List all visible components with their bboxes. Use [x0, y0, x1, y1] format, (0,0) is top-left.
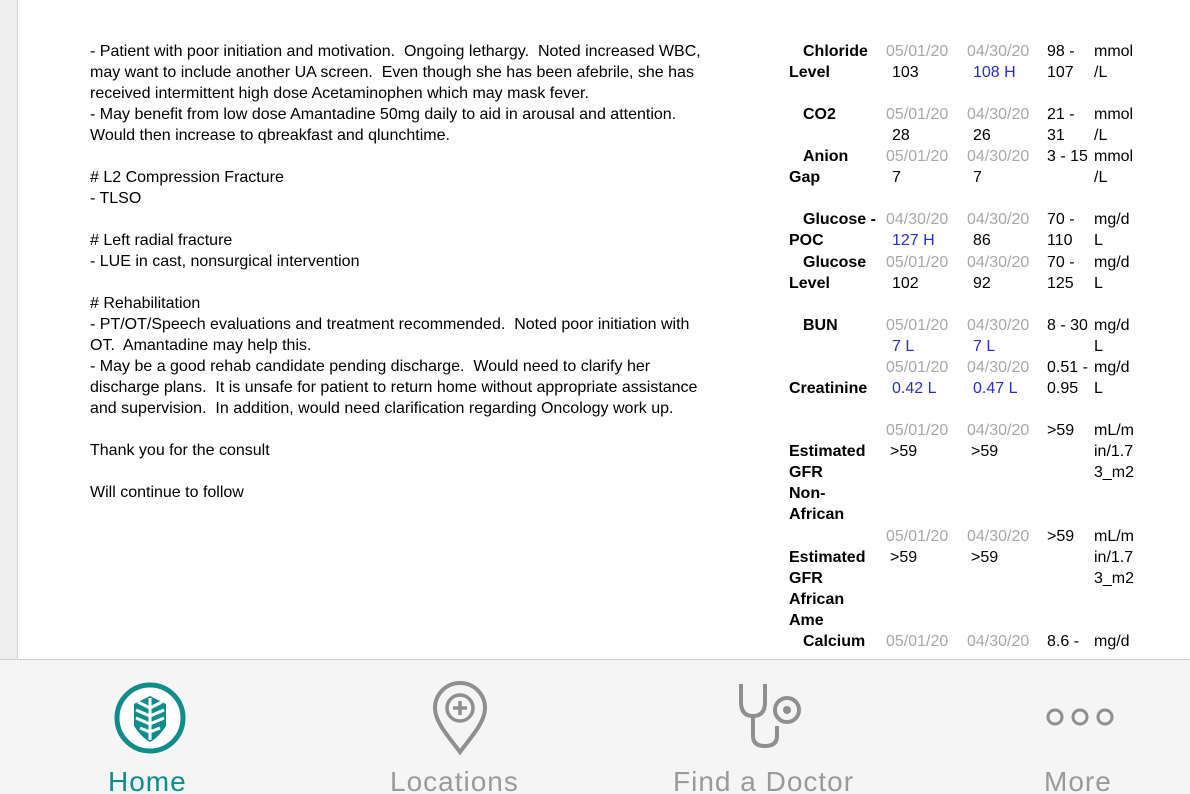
lab-value: 103 [892, 64, 919, 81]
lab-value: >59 [890, 549, 918, 566]
note-line: # Rehabilitation [90, 295, 201, 312]
lab-name: Level [789, 275, 830, 292]
lab-value: 28 [892, 127, 910, 144]
lab-value-abnormal: 7 L [973, 338, 996, 355]
tab-label-find-a-doctor: Find a Doctor [673, 766, 855, 794]
lab-name: Chloride [803, 43, 868, 60]
lab-date: 04/30/20 [967, 254, 1030, 271]
lab-name: Estimated [789, 549, 866, 566]
lab-date: 04/30/20 [967, 43, 1030, 60]
note-line: Thank you for the consult [90, 442, 270, 459]
lab-date: 04/30/20 [967, 359, 1030, 376]
lab-name: BUN [803, 317, 838, 334]
lab-value-abnormal: 0.47 L [973, 380, 1018, 397]
lab-range: 0.95 [1047, 380, 1079, 397]
lab-value: >59 [971, 443, 999, 460]
more-dots-icon [1044, 706, 1120, 728]
lab-date: 05/01/20 [886, 317, 949, 334]
bottom-tab-bar [0, 659, 1190, 794]
lab-date: 05/01/20 [886, 359, 949, 376]
lab-value: 26 [973, 127, 991, 144]
tab-find-a-doctor[interactable] [665, 660, 885, 794]
lab-unit: mg/d [1094, 211, 1130, 228]
note-line: Would then increase to qbreakfast and qlunchtime. [90, 127, 450, 144]
lab-value-abnormal: 0.42 L [892, 380, 937, 397]
note-line: discharge plans. It is unsafe for patient to return home without appropriate assistance [90, 379, 698, 396]
lab-date: 04/30/20 [967, 528, 1030, 545]
lab-range: 3 - 15 [1047, 148, 1088, 165]
lab-name: POC [789, 232, 824, 249]
lab-unit: /L [1094, 127, 1108, 144]
lab-unit: in/1.7 [1094, 443, 1134, 460]
lab-unit: mmol [1094, 148, 1134, 165]
lab-unit: L [1094, 380, 1103, 397]
lab-unit: /L [1094, 169, 1108, 186]
tab-locations[interactable] [380, 660, 540, 794]
note-line [90, 209, 780, 230]
lab-value-abnormal: 108 H [973, 64, 1016, 81]
lab-name: Glucose [803, 254, 867, 271]
lab-unit: in/1.7 [1094, 549, 1134, 566]
lab-value: >59 [890, 443, 918, 460]
lab-range: 0.51 - [1047, 359, 1088, 376]
lab-range: 70 - [1047, 254, 1075, 271]
lab-range: 98 - [1047, 43, 1075, 60]
lab-date: 05/01/20 [886, 633, 949, 650]
lab-unit: L [1094, 275, 1103, 292]
lab-name: Estimated [789, 443, 866, 460]
consult-note [90, 41, 780, 503]
lab-unit: /L [1094, 64, 1108, 81]
tab-label-home: Home [108, 766, 187, 794]
document-left-edge [0, 0, 18, 659]
lab-range: >59 [1047, 422, 1075, 439]
note-line: - Patient with poor initiation and motivation. Ongoing lethargy. Noted increased WBC, [90, 43, 701, 60]
lab-value: 86 [973, 232, 991, 249]
lab-unit: mg/d [1094, 317, 1130, 334]
lab-name: GFR [789, 570, 823, 587]
lab-date: 04/30/20 [967, 422, 1030, 439]
lab-range: 8 - 30 [1047, 317, 1088, 334]
tab-label-locations: Locations [390, 766, 519, 794]
lab-name: Level [789, 64, 830, 81]
lab-name: GFR [789, 464, 823, 481]
lab-range: 21 - [1047, 106, 1075, 123]
tab-home[interactable] [70, 660, 230, 794]
note-line: OT. Amantadine may help this. [90, 337, 312, 354]
note-line: received intermittent high dose Acetaminophen which may mask fever. [90, 85, 589, 102]
lab-range: >59 [1047, 528, 1075, 545]
lab-date: 04/30/20 [967, 106, 1030, 123]
note-line: # L2 Compression Fracture [90, 169, 284, 186]
lab-unit: 3_m2 [1094, 570, 1135, 587]
note-line: - PT/OT/Speech evaluations and treatment recommended. Noted poor initiation with [90, 316, 690, 333]
lab-range: 8.6 - [1047, 633, 1080, 650]
lab-value: 102 [892, 275, 919, 292]
lab-value: >59 [971, 549, 999, 566]
lab-name: Calcium [803, 633, 866, 650]
lab-date: 05/01/20 [886, 148, 949, 165]
lab-unit: mmol [1094, 43, 1134, 60]
note-line: Will continue to follow [90, 484, 244, 501]
lab-range: 70 - [1047, 211, 1075, 228]
lab-value-abnormal: 127 H [892, 232, 935, 249]
note-line: may want to include another UA screen. Even though she has been afebrile, she has [90, 64, 694, 81]
lab-date: 05/01/20 [886, 106, 949, 123]
location-pin-plus-icon [430, 678, 490, 756]
lab-name: Creatinine [789, 380, 868, 397]
lab-name: African [789, 591, 845, 608]
lab-date: 04/30/20 [967, 633, 1030, 650]
lab-name: Ame [789, 612, 824, 629]
tab-label-more: More [1044, 766, 1112, 794]
lab-name: CO2 [803, 106, 836, 123]
note-line: - May benefit from low dose Amantadine 50mg daily to aid in arousal and attention. [90, 106, 677, 123]
lab-date: 05/01/20 [886, 43, 949, 60]
lab-date: 04/30/20 [967, 317, 1030, 334]
lab-date: 04/30/20 [886, 211, 949, 228]
note-line [90, 272, 780, 293]
lab-value-abnormal: 7 L [892, 338, 915, 355]
lab-unit: mL/m [1094, 422, 1134, 439]
lab-date: 04/30/20 [967, 211, 1030, 228]
lab-name: Glucose - [803, 211, 876, 228]
lab-value: 7 [892, 169, 901, 186]
lab-date: 05/01/20 [886, 254, 949, 271]
note-line: - May be a good rehab candidate pending discharge. Would need to clarify her [90, 358, 651, 375]
lab-name: Gap [789, 169, 821, 186]
lab-unit: mg/d [1094, 254, 1130, 271]
lab-name: African [789, 506, 845, 523]
lab-name: Non- [789, 485, 826, 502]
lab-unit: mg/d [1094, 633, 1130, 650]
lab-name: Anion [803, 148, 849, 165]
lab-range: 110 [1047, 232, 1073, 249]
lab-value: 92 [973, 275, 991, 292]
lab-unit: mL/m [1094, 528, 1134, 545]
atrium-tree-icon [114, 682, 186, 754]
lab-range: 125 [1047, 275, 1074, 292]
lab-unit: mmol [1094, 106, 1134, 123]
lab-unit: L [1094, 338, 1103, 355]
lab-unit: 3_m2 [1094, 464, 1135, 481]
lab-unit: mg/d [1094, 359, 1130, 376]
note-line: and supervision. In addition, would need clarification regarding Oncology work up. [90, 400, 674, 417]
lab-range: 31 [1047, 127, 1065, 144]
note-line: # Left radial fracture [90, 232, 233, 249]
stethoscope-icon [733, 680, 809, 756]
note-line [90, 419, 780, 440]
note-line [90, 461, 780, 482]
note-line [90, 146, 780, 167]
note-line: - LUE in cast, nonsurgical intervention [90, 253, 360, 270]
lab-date: 05/01/20 [886, 422, 949, 439]
lab-date: 04/30/20 [967, 148, 1030, 165]
tab-more[interactable] [1030, 660, 1140, 794]
lab-unit: L [1094, 232, 1103, 249]
lab-date: 05/01/20 [886, 528, 949, 545]
lab-range: 107 [1047, 64, 1074, 81]
note-line: - TLSO [90, 190, 142, 207]
lab-value: 7 [973, 169, 982, 186]
